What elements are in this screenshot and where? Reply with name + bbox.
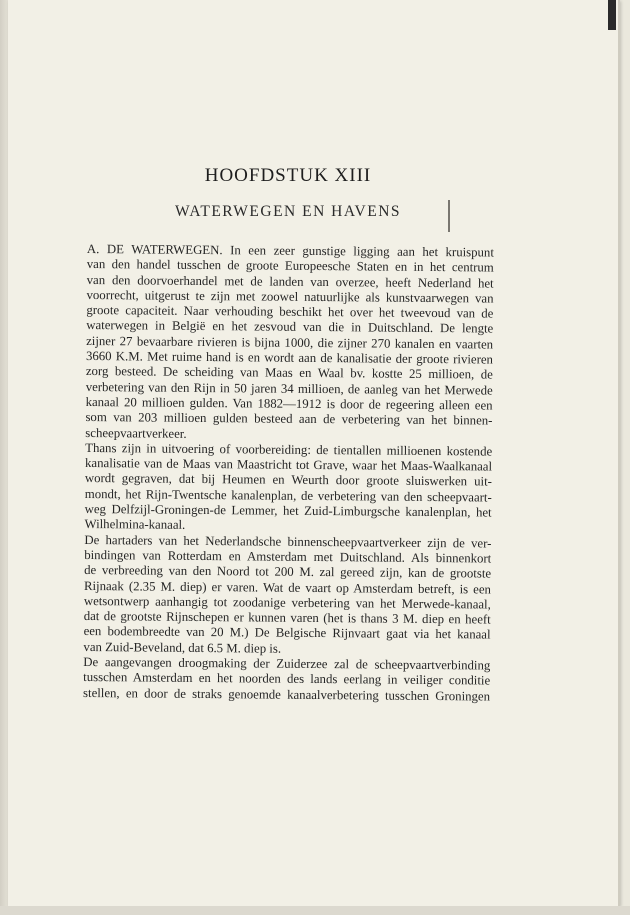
text-line: de verbreeding van den Noord tot 200 M. zal gereed zijn, kan de grootste	[84, 563, 492, 581]
text-line: zijner 27 bevaarbare rivieren is bijna 1000, die zijner 270 kanalen en vaarten	[86, 333, 494, 352]
text-line: van den doorvoerhandel met de landen van overzee, heeft Nederland het	[86, 272, 494, 291]
text-line: De hartaders van het Nederlandsche binnenscheepvaartverkeer zijn de ver-	[84, 532, 492, 551]
paragraph	[83, 533, 491, 659]
text-line: tusschen Amsterdam en het noorden des lands eerlang in veiliger conditie	[83, 670, 491, 688]
body-text	[83, 242, 494, 704]
text-line: scheepvaartverkeer.	[85, 425, 187, 441]
text-line: som van 203 millioen gulden besteed aan de verbetering van het binnen-	[85, 410, 493, 428]
text-line: waterwegen in België en het zesvoud van die in Duitschland. De lengte	[86, 318, 494, 337]
paragraph	[83, 655, 490, 704]
text-line: weg Delfzijl-Groningen-de Lemmer, het Zuid-Limburgsche kanalenplan, het	[84, 502, 492, 520]
text-line: Thans zijn in uitvoering of voorbereiding: de tientallen millioenen kostende	[85, 440, 493, 459]
text-line: Rijnaak (2.35 M. diep) er varen. Wat de vaart op Amsterdam betreft, is een	[83, 578, 492, 597]
book-page	[8, 0, 620, 906]
text-line: kanalisatie van de Maas van Maastricht tot Grave, waar het Maas-Waalkanaal	[85, 456, 493, 474]
text-line: mondt, het Rijn-Twentsche kanalenplan, de verbetering van den scheepvaart-	[84, 486, 492, 505]
text-line: zorg besteed. De scheiding van Maas en Waal bv. kostte 25 millioen, de	[85, 364, 493, 382]
text-line: van Zuid-Beveland, dat 6.5 M. diep is.	[83, 639, 282, 656]
text-line: groote capaciteit. Naar verhouding beschikt het over het tweevoud van de	[86, 303, 494, 321]
text-line: voorrecht, uitgerust te zijn met zoowel natuurlijke als kunstvaarwegen van	[86, 287, 494, 306]
text-line: wordt gegraven, dat bij Heumen en Weurth door groote sluiswerken uit-	[84, 471, 492, 489]
text-line: verbetering van den Rijn in 50 jaren 34 millioen, de aanleg van het Merwede	[85, 379, 493, 398]
text-line: een bodembreedte van 20 M.) De Belgische Rijnvaart gaat via het kanaal	[83, 624, 491, 642]
text-line: kanaal 20 millioen gulden. Van 1882—1912 is door de regeering alleen een	[85, 394, 493, 413]
text-line: 3660 K.M. Met ruime hand is en wordt aan de kanalisatie der groote rivieren	[85, 349, 494, 367]
chapter-heading: HOOFDSTUK XIII	[204, 165, 372, 186]
paragraph	[84, 441, 492, 536]
text-line: wetsontwerp aanhangig tot zoodanige verbetering van het Merwede-kanaal,	[83, 593, 491, 612]
text-line: De aangevangen droogmaking der Zuiderzee zal de scheepvaartverbinding	[83, 654, 491, 673]
text-line: stellen, en door de straks genoemde kanaalverbetering tusschen Groningen	[83, 685, 491, 704]
scan-bottom-edge	[0, 906, 630, 915]
scan-corner-mark	[608, 0, 616, 30]
text-line: bindingen van Rotterdam en Amsterdam met Duitschland. Als binnenkort	[84, 547, 492, 566]
page-gutter	[0, 0, 8, 915]
text-line: A. DE WATERWEGEN. In een zeer gunstige ligging aan het kruispunt	[86, 242, 494, 260]
text-line: van den handel tusschen de groote Europeesche Staten en in het centrum	[86, 257, 494, 275]
text-line: Wilhelmina-kanaal.	[84, 517, 186, 533]
paragraph	[85, 242, 494, 444]
text-line: dat de grootste Rijnschepen er kunnen varen (het is thans 3 M. diep en heeft	[83, 609, 491, 627]
chapter-title: WATERWEGEN EN HAVENS	[174, 203, 402, 220]
